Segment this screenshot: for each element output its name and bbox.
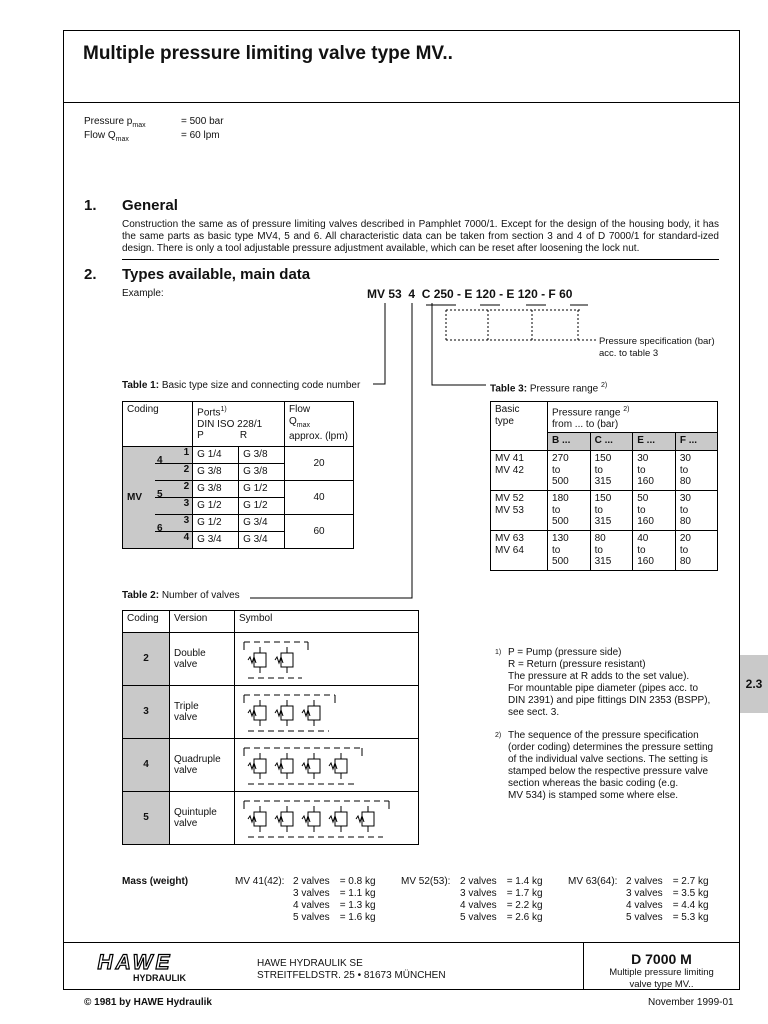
section-1-number: 1. [84,197,97,214]
table-1-caption: Table 1: Basic type size and connecting code number [122,380,361,391]
hawe-logo: HAWE HYDRAULIK [97,951,186,983]
flow-spec: Flow $Q_{max}$ [84,130,129,143]
t2-header-symbol: Symbol [235,611,419,633]
t1-code-cell: 5 2 [155,481,193,498]
t1-code-cell: 4 [155,532,193,549]
t1-r-cell: G 3/8 [239,464,285,481]
footnote-2: The sequence of the pressure specification (order coding) determines the pressure setting of the individual valve sections. The setting is stamped below the respective pressure valve section whereas the basic coding (e.g. MV 534) is stamped some where else. [508,730,714,801]
t1-flow-cell: 40 [285,481,354,515]
t3-c-cell: 150 to 315 [590,451,633,491]
t1-p-cell: G 3/8 [193,464,239,481]
t3-f-cell: 30 to 80 [675,491,717,531]
t2-version-cell: Double valve [170,633,235,686]
company-address: STREITFELDSTR. 25 • 81673 MÜNCHEN [257,970,446,981]
t1-p-cell: G 1/2 [193,515,239,532]
footnote-1: P = Pump (pressure side) R = Return (pressure resistant) The pressure at R adds to the set value). For mountable pipe diameter (pipes acc. to DIN 2391) and pipe fittings DIN 2353 (BSPP), see sect. 3. [508,647,711,718]
footnote-1-mark: 1) [495,649,502,656]
valve-symbol-group [244,748,362,784]
t3-type-cell: MV 63 MV 64 [491,531,548,571]
t2-header-coding: Coding [123,611,170,633]
t1-code-cell: 2 [155,464,193,481]
t1-flow-cell: 20 [285,447,354,481]
section-2-heading: Types available, main data [122,266,311,283]
t1-header-flow: Flow $Q_{max}$ approx. (lpm) [285,402,354,447]
valve-symbol-group [244,801,389,837]
section-1-heading: General [122,197,178,214]
t3-f-cell: 30 to 80 [675,451,717,491]
example-code: MV 53 4 C 250 - E 120 - E 120 - F 60 [367,287,573,301]
t3-header-basic: Basic type [491,402,548,451]
t1-header-ports: Ports$^{1)}$ DIN ISO 228/1 P R [193,402,285,447]
t3-col-f: F ... [675,433,717,451]
t1-p-cell: G 1/2 [193,498,239,515]
t3-header-range: Pressure range $^{2)}$ from ... to (bar) [548,402,718,433]
t2-header-version: Version [170,611,235,633]
t1-mv-cell: MV [123,447,156,549]
t3-e-cell: 50 to 160 [633,491,676,531]
mass-list: 2 valves = 2.7 kg 3 valves = 3.5 kg 4 valves = 4.4 kg 5 valves = 5.3 kg [626,876,709,923]
t1-p-cell: G 3/8 [193,481,239,498]
valve-symbol-group [244,642,308,678]
t2-code-cell: 5 [123,792,170,845]
footer-divider [63,942,740,943]
t2-code-cell: 2 [123,633,170,686]
t1-r-cell: G 1/2 [239,498,285,515]
company-name: HAWE HYDRAULIK SE [257,958,363,969]
t3-c-cell: 150 to 315 [590,491,633,531]
t3-f-cell: 20 to 80 [675,531,717,571]
t3-type-cell: MV 52 MV 53 [491,491,548,531]
document-description: Multiple pressure limiting valve type MV.. [609,967,714,990]
footnote-2-mark: 2) [495,732,502,739]
t1-r-cell: G 3/8 [239,447,285,464]
t2-version-cell: Quadruple valve [170,739,235,792]
t3-col-b: B ... [548,433,591,451]
t3-b-cell: 130 to 500 [548,531,591,571]
t3-e-cell: 30 to 160 [633,451,676,491]
example-label: Example: [122,288,164,299]
t1-flow-cell: 60 [285,515,354,549]
mass-label: Mass (weight) [122,876,189,887]
section-2-number: 2. [84,266,97,283]
mass-type: MV 63(64): [568,876,618,887]
flow-value: = 60 lpm [181,130,220,141]
t1-r-cell: G 3/4 [239,515,285,532]
t1-p-cell: G 3/4 [193,532,239,549]
t1-header-coding: Coding [123,402,193,447]
t2-version-cell: Quintuple valve [170,792,235,845]
mass-list: 2 valves = 0.8 kg 3 valves = 1.1 kg 4 valves = 1.3 kg 5 valves = 1.6 kg [293,876,376,923]
table-3-caption: Table 3: Pressure range $^{2)}$ [490,382,608,395]
mass-list: 2 valves = 1.4 kg 3 valves = 1.7 kg 4 valves = 2.2 kg 5 valves = 2.6 kg [460,876,543,923]
t3-type-cell: MV 41 MV 42 [491,451,548,491]
t1-code-cell: 6 3 [155,515,193,532]
pressure-value: = 500 bar [181,116,224,127]
valve-symbol-group [244,695,335,731]
copyright: © 1981 by HAWE Hydraulik [84,997,212,1008]
t2-code-cell: 4 [123,739,170,792]
t3-c-cell: 80 to 315 [590,531,633,571]
t3-col-e: E ... [633,433,676,451]
section-tab: 2.3 [740,655,768,713]
mass-type: MV 52(53): [401,876,451,887]
t1-r-cell: G 3/4 [239,532,285,549]
t3-b-cell: 180 to 500 [548,491,591,531]
pressure-spec-note: Pressure specification (bar) acc. to table 3 [599,336,715,359]
t2-version-cell: Triple valve [170,686,235,739]
page-title: Multiple pressure limiting valve type MV.. [83,43,453,64]
t3-b-cell: 270 to 500 [548,451,591,491]
t1-r-cell: G 1/2 [239,481,285,498]
section-1-text: Construction the same as of pressure limiting valves described in Pamphlet 7000/1. Except for the design of the housing body, it has the same parts as basic type MV4, 5 and 6. All characteristic data can be taken from section 3 and 4 of D 7000/1 for standard-ized design. There is only a tool adjustable pressure adjustment available, which can be reset after loosening the lock nut. [122,219,719,254]
t1-p-cell: G 1/4 [193,447,239,464]
table-2-caption: Table 2: Number of valves [122,590,240,601]
pressure-spec: Pressure $p_{max}$ [84,116,146,129]
issue-date: November 1999-01 [648,997,734,1008]
document-number: D 7000 M [631,951,692,967]
t2-code-cell: 3 [123,686,170,739]
t1-code-cell: 3 [155,498,193,515]
mass-type: MV 41(42): [235,876,285,887]
t3-e-cell: 40 to 160 [633,531,676,571]
t3-col-c: C ... [590,433,633,451]
t1-code-cell: 4 1 [155,447,193,464]
